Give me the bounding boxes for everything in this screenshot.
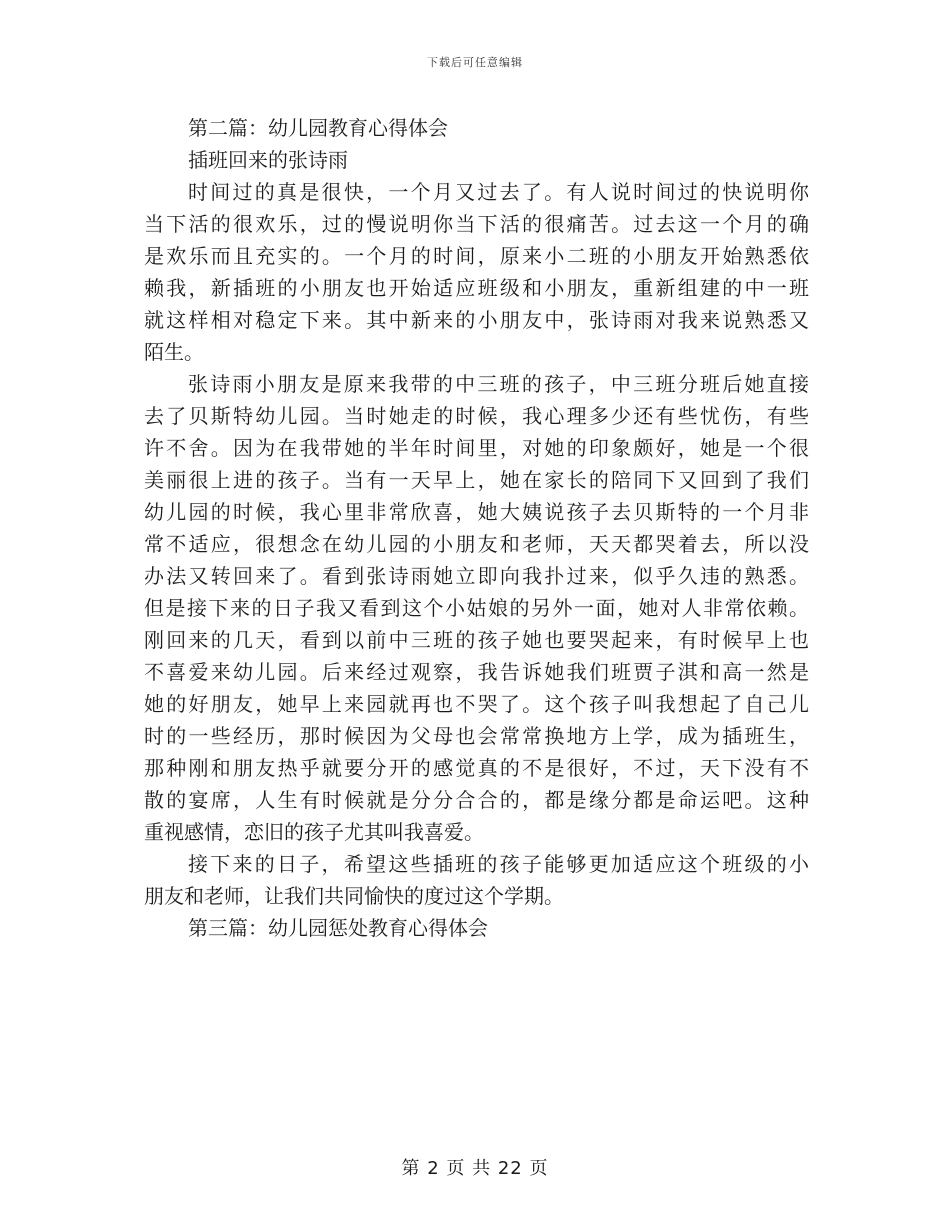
text-line: 美丽很上进的孩子。当有一天早上，她在家长的陪同下又回到了我们 (144, 468, 809, 492)
text-line: 是欢乐而且充实的。一个月的时间，原来小二班的小朋友开始熟悉依 (144, 244, 809, 268)
text-line: 第二篇：幼儿园教育心得体会 (188, 116, 448, 140)
text-line: 常不适应，很想念在幼儿园的小朋友和老师，天天都哭着去，所以没 (144, 532, 809, 556)
text-line: 许不舍。因为在我带她的半年时间里，对她的印象颇好，她是一个很 (144, 436, 809, 460)
text-line: 散的宴席，人生有时候就是分分合合的，都是缘分都是命运吧。这种 (144, 788, 809, 812)
page-footer: 第 2 页 共 22 页 (401, 1158, 549, 1179)
text-line: 刚回来的几天，看到以前中三班的孩子她也要哭起来，有时候早上也 (144, 628, 809, 652)
text-line: 重视感情，恋旧的孩子尤其叫我喜爱。 (144, 820, 484, 844)
text-line: 那种刚和朋友热乎就要分开的感觉真的不是很好，不过，天下没有不 (144, 756, 809, 780)
text-line: 幼儿园的时候，我心里非常欣喜，她大姨说孩子去贝斯特的一个月非 (144, 500, 809, 524)
text-line: 朋友和老师，让我们共同愉快的度过这个学期。 (144, 884, 564, 908)
text-line: 不喜爱来幼儿园。后来经过观察，我告诉她我们班贾子淇和高一然是 (144, 660, 809, 684)
page-header: 下载后可任意编辑 (427, 56, 523, 69)
text-line: 张诗雨小朋友是原来我带的中三班的孩子，中三班分班后她直接 (188, 372, 809, 396)
text-line: 接下来的日子，希望这些插班的孩子能够更加适应这个班级的小 (188, 852, 809, 876)
text-line: 当下活的很欢乐，过的慢说明你当下活的很痛苦。过去这一个月的确 (144, 212, 809, 236)
text-line: 时间过的真是很快，一个月又过去了。有人说时间过的快说明你 (188, 180, 809, 204)
text-line: 就这样相对稳定下来。其中新来的小朋友中，张诗雨对我来说熟悉又 (144, 308, 809, 332)
document-body (144, 112, 809, 944)
text-line: 办法又转回来了。看到张诗雨她立即向我扑过来，似乎久违的熟悉。 (144, 564, 809, 588)
text-line: 时的一些经历，那时候因为父母也会常常换地方上学，成为插班生， (144, 724, 809, 748)
text-line: 但是接下来的日子我又看到这个小姑娘的另外一面，她对人非常依赖。 (144, 596, 809, 620)
text-line: 赖我，新插班的小朋友也开始适应班级和小朋友，重新组建的中一班 (144, 276, 809, 300)
text-line: 第三篇：幼儿园惩处教育心得体会 (188, 916, 488, 940)
text-line: 陌生。 (144, 340, 204, 364)
text-line: 她的好朋友，她早上来园就再也不哭了。这个孩子叫我想起了自己儿 (144, 692, 809, 716)
text-line: 去了贝斯特幼儿园。当时她走的时候，我心理多少还有些忧伤，有些 (144, 404, 809, 428)
text-line: 插班回来的张诗雨 (188, 148, 348, 172)
